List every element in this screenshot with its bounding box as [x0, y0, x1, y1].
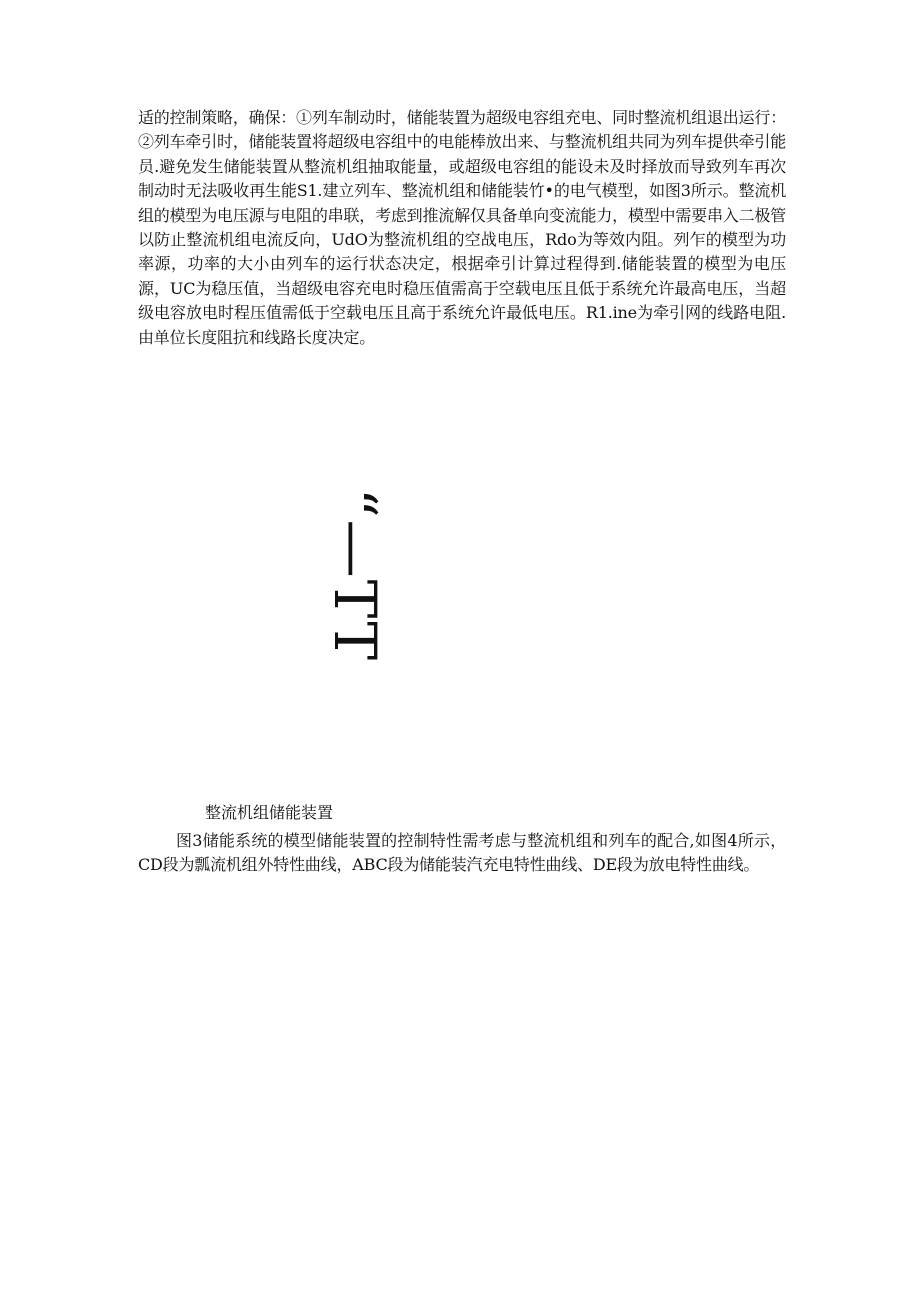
- figure-caption: 整流机组储能装置: [205, 803, 334, 822]
- body-paragraph-2: 图3储能系统的模型储能装置的控制特性需考虑与整流机组和列车的配合,如图4所示，CD段为瓢流机组外特性曲线，ABC段为储能装汽充电特性曲线、DE段为放电特性曲线。: [138, 831, 786, 875]
- body-paragraph-1: 适的控制策略，确保：①列车制动时，储能装置为超级电容组充电、同时整流机组退出运行：②列车牵引时，储能装置将超级电容组中的电能棒放出来、与整流机组共同为列车提供牵引能员.避免发生储能装置从整流机组抽取能量，或超级电容组的能设未及时择放而导致列车再次制动时无法吸收再生能S1.建立列车、整流机组和储能装竹•的电气模型，如图3所示。整流机组的模型为电压源与电阻的串联，考虑到推流解仅具备单向变流能力，模型中需要串入二极管以防止整流机组电流反向，UdO为整流机组的空战电压，Rdo为等效内阻。列乍的模型为功率源，功率的大小由列车的运行状态决定，根据牵引计算过程得到.储能装置的模型为电压源，UC为稳压值，当超级电容充电时稳压值需高于空载电压且低于系统允许最高电压，当超级电容放电时程压值需低于空载电压且高于系统允许最低电压。R1.ine为牵引网的线路电阻.由单位长度阻抗和线路长度决定。: [138, 108, 786, 347]
- figure-3-image: [318, 488, 392, 716]
- figure-rotated-glyphs: “—TT: [321, 488, 389, 663]
